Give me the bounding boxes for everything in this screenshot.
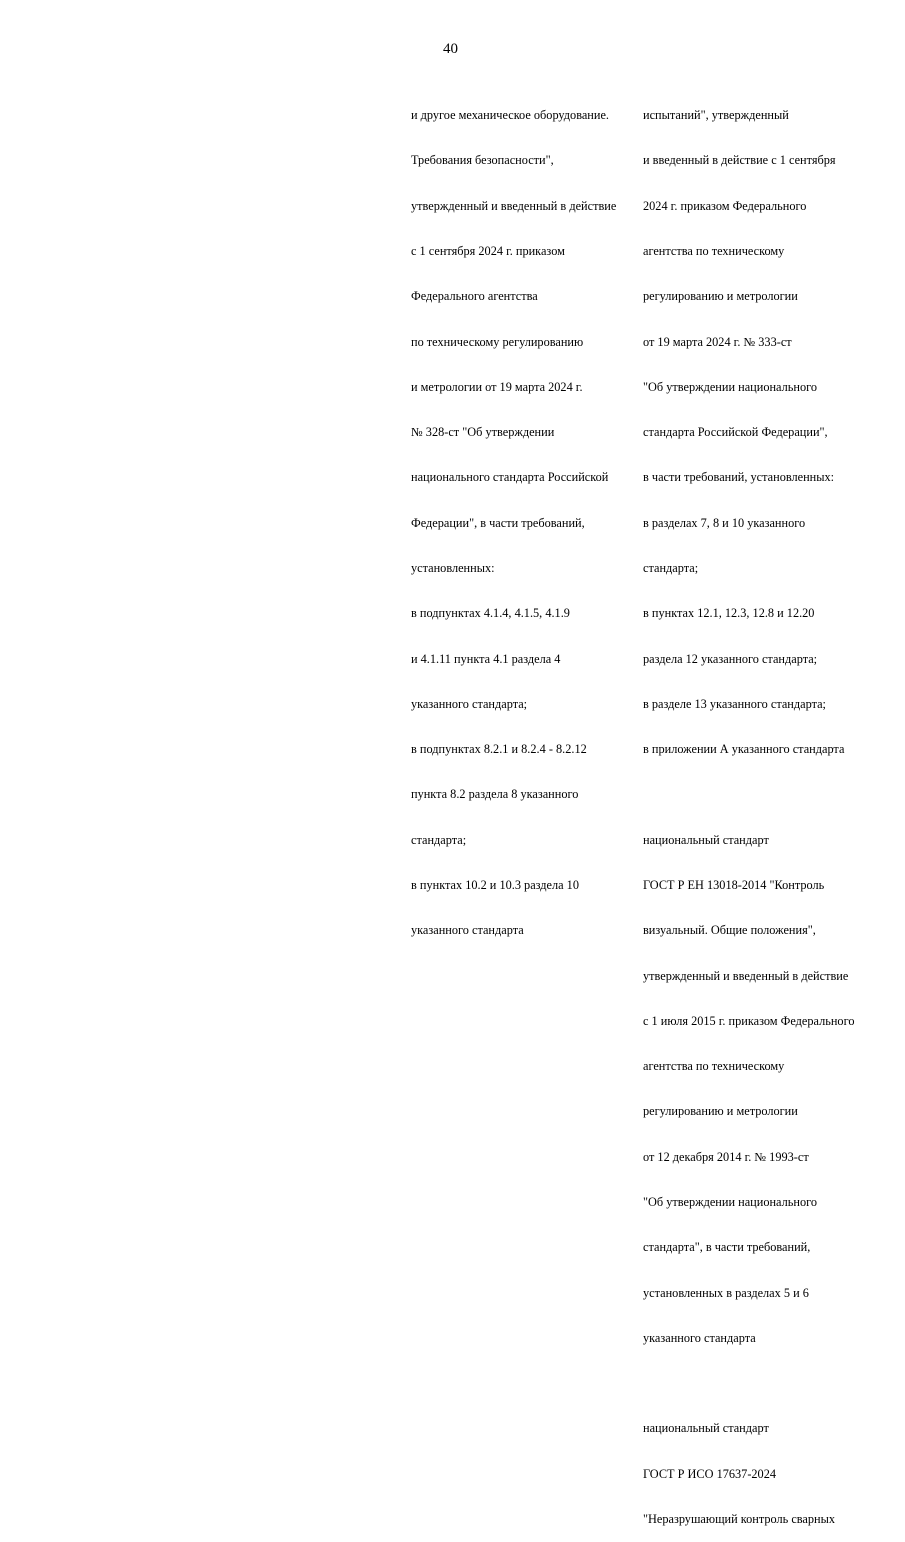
text-line: национальный стандарт	[643, 832, 769, 847]
text-line: регулированию и метрологии	[643, 289, 798, 304]
text-line: визуальный. Общие положения",	[643, 923, 816, 938]
text-line: агентства по техническому	[643, 244, 785, 259]
text-line: 2024 г. приказом Федерального	[643, 198, 807, 213]
text-line: национального стандарта Российской	[411, 470, 609, 485]
text-line: "Неразрушающий контроль сварных	[643, 1511, 836, 1526]
text-line: № 328-ст "Об утверждении	[411, 425, 555, 440]
text-line: и 4.1.11 пункта 4.1 раздела 4	[411, 651, 561, 666]
text-line: и метрологии от 19 марта 2024 г.	[411, 379, 583, 394]
text-line: установленных:	[411, 561, 495, 575]
page-number: 40	[443, 41, 458, 57]
text-line: пункта 8.2 раздела 8 указанного	[411, 787, 579, 802]
paragraph-gap	[643, 787, 854, 802]
left-text-column	[411, 78, 616, 953]
right-text-column	[643, 78, 854, 1542]
text-line: стандарта", в части требований,	[643, 1240, 811, 1255]
text-line: от 12 декабря 2014 г. № 1993-ст	[643, 1149, 809, 1164]
text-line: ГОСТ Р ЕН 13018-2014 "Контроль	[643, 877, 825, 892]
text-line: Требования безопасности",	[411, 153, 554, 168]
text-line: от 19 марта 2024 г. № 333-ст	[643, 334, 792, 349]
text-line: раздела 12 указанного стандарта;	[643, 651, 818, 666]
text-line: "Об утверждении национального	[643, 1194, 817, 1209]
text-line: и введенный в действие с 1 сентября	[643, 153, 836, 168]
text-line: установленных в разделах 5 и 6	[643, 1285, 809, 1300]
text-line: указанного стандарта	[411, 923, 524, 938]
text-line: стандарта;	[411, 832, 467, 847]
text-line: в разделе 13 указанного стандарта;	[643, 696, 826, 711]
text-line: в разделах 7, 8 и 10 указанного	[643, 515, 806, 530]
text-line: указанного стандарта	[643, 1330, 756, 1345]
text-line: национальный стандарт	[643, 1421, 769, 1436]
text-line: в пунктах 10.2 и 10.3 раздела 10	[411, 877, 579, 892]
text-line: по техническому регулированию	[411, 334, 584, 349]
text-line: Федерации", в части требований,	[411, 515, 585, 530]
text-line: в подпунктах 8.2.1 и 8.2.4 - 8.2.12	[411, 742, 587, 757]
text-line: агентства по техническому	[643, 1059, 785, 1074]
text-line: в пунктах 12.1, 12.3, 12.8 и 12.20	[643, 606, 815, 621]
text-line: ГОСТ Р ИСО 17637-2024	[643, 1466, 777, 1481]
text-line: в части требований, установленных:	[643, 470, 835, 485]
text-line: с 1 сентября 2024 г. приказом	[411, 244, 565, 259]
text-line: и другое механическое оборудование.	[411, 108, 609, 123]
paragraph-gap	[643, 1376, 854, 1391]
text-line: Федерального агентства	[411, 289, 538, 304]
text-line: "Об утверждении национального	[643, 379, 817, 394]
text-line: в приложении А указанного стандарта	[643, 742, 845, 757]
text-line: с 1 июля 2015 г. приказом Федерального	[643, 1013, 855, 1028]
text-line: испытаний", утвержденный	[643, 108, 789, 123]
text-line: утвержденный и введенный в действие	[411, 198, 617, 213]
text-line: утвержденный и введенный в действие	[643, 968, 849, 983]
text-line: стандарта Российской Федерации",	[643, 425, 828, 440]
text-line: стандарта;	[643, 561, 699, 575]
text-line: указанного стандарта;	[411, 696, 528, 711]
text-line: регулированию и метрологии	[643, 1104, 798, 1119]
text-line: в подпунктах 4.1.4, 4.1.5, 4.1.9	[411, 606, 570, 621]
